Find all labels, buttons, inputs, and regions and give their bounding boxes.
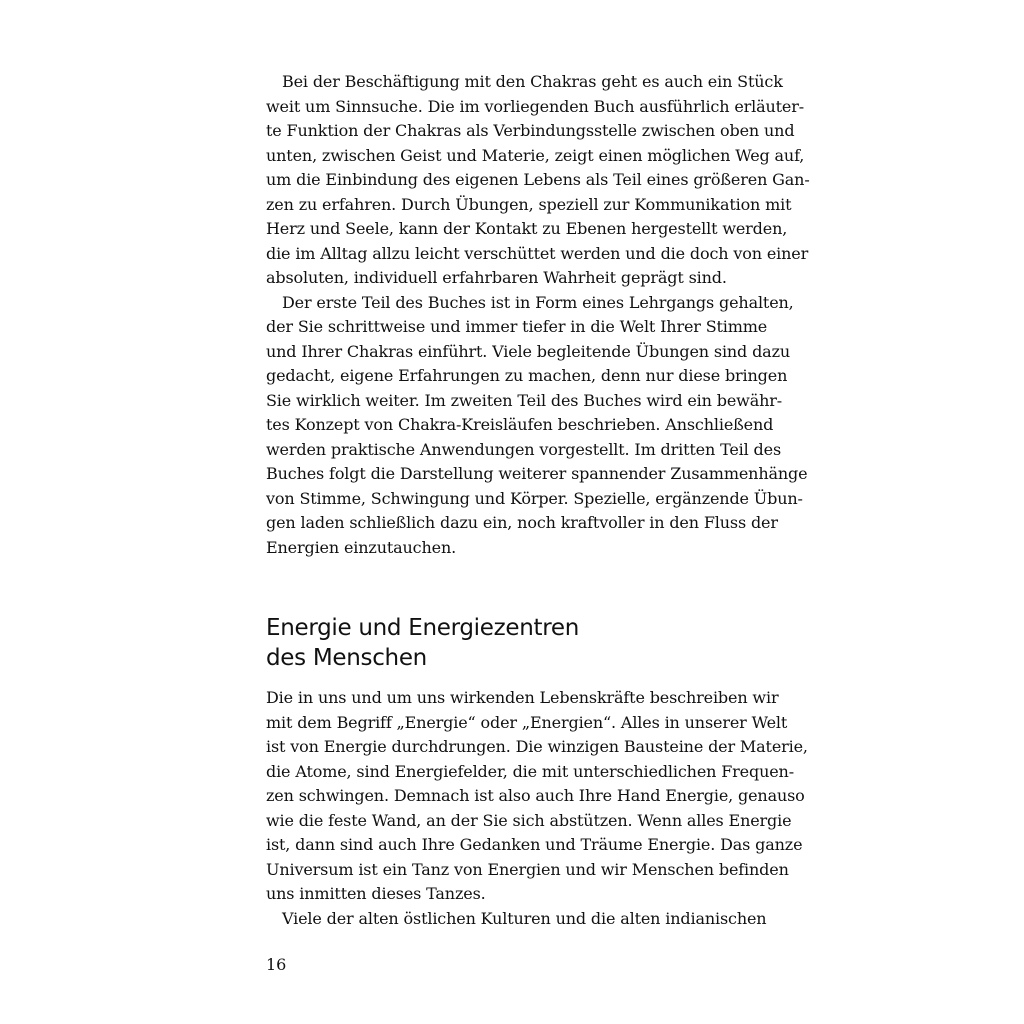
text-line: die im Alltag allzu leicht verschüttet werden und die doch von einer (266, 243, 809, 263)
text-line: unten, zwischen Geist und Materie, zeigt einen möglichen Weg auf, (266, 145, 805, 165)
paragraph-energie (266, 686, 808, 907)
text-line: Herz und Seele, kann der Kontakt zu Ebenen hergestellt werden, (266, 219, 788, 238)
text-line: gedacht, eigene Erfahrungen zu machen, denn nur diese bringen (266, 366, 788, 385)
text-line: um die Einbindung des eigenen Lebens als Teil eines größeren Gan- (266, 170, 810, 189)
body-text-bottom (266, 686, 808, 931)
body-text-top (266, 70, 810, 560)
text-line: ist, dann sind auch Ihre Gedanken und Träume Energie. Das ganze (266, 835, 803, 854)
section-heading-line: Energie und Energiezentren (266, 615, 579, 641)
text-line: te Funktion der Chakras als Verbindungsstelle zwischen oben und (266, 121, 795, 140)
text-line: Sie wirklich weiter. Im zweiten Teil des Buches wird ein bewähr- (266, 390, 782, 410)
paragraph-chakra-sinnsuche (266, 70, 810, 291)
text-line: Die in uns und um uns wirkenden Lebenskräfte beschreiben wir (266, 688, 779, 707)
text-line: zen zu erfahren. Durch Übungen, speziell zur Kommunikation mit (266, 194, 792, 214)
text-line: absoluten, individuell erfahrbaren Wahrheit geprägt sind. (266, 268, 727, 287)
text-line: wie die feste Wand, an der Sie sich abstützen. Wenn alles Energie (266, 810, 792, 830)
text-line: Der erste Teil des Buches ist in Form eines Lehrgangs gehalten, (282, 292, 794, 312)
text-line: Universum ist ein Tanz von Energien und wir Menschen befinden (266, 859, 789, 879)
paragraph-alte-kulturen (266, 907, 767, 932)
text-line: und Ihrer Chakras einführt. Viele begleitende Übungen sind dazu (266, 341, 791, 361)
text-line: werden praktische Anwendungen vorgestellt. Im dritten Teil des (266, 439, 782, 459)
text-line: von Stimme, Schwingung und Körper. Spezielle, ergänzende Übun- (266, 488, 803, 508)
text-line: der Sie schrittweise und immer tiefer in die Welt Ihrer Stimme (266, 317, 768, 336)
section-heading-line: des Menschen (266, 645, 427, 671)
paragraph-buch-aufbau (266, 291, 808, 561)
text-line: die Atome, sind Energiefelder, die mit unterschiedlichen Frequen- (266, 761, 794, 781)
text-line: weit um Sinnsuche. Die im vorliegenden Buch ausführlich erläuter- (266, 96, 805, 116)
text-line: mit dem Begriff „Energie“ oder „Energien“. Alles in unserer Welt (266, 712, 788, 732)
text-line: uns inmitten dieses Tanzes. (266, 884, 486, 903)
text-line: gen laden schließlich dazu ein, noch kraftvoller in den Fluss der (266, 513, 778, 532)
section-heading (266, 613, 579, 673)
text-line: Bei der Beschäftigung mit den Chakras geht es auch ein Stück (282, 72, 783, 91)
text-line: Buches folgt die Darstellung weiterer spannender Zusammenhänge (266, 464, 808, 483)
page-number: 16 (266, 955, 287, 974)
text-line: zen schwingen. Demnach ist also auch Ihre Hand Energie, genauso (266, 786, 805, 805)
text-line: Viele der alten östlichen Kulturen und die alten indianischen (282, 908, 767, 928)
text-line: Energien einzutauchen. (266, 537, 457, 557)
text-line: tes Konzept von Chakra-Kreisläufen beschrieben. Anschließend (266, 415, 774, 434)
text-line: ist von Energie durchdrungen. Die winzigen Bausteine der Materie, (266, 737, 808, 756)
